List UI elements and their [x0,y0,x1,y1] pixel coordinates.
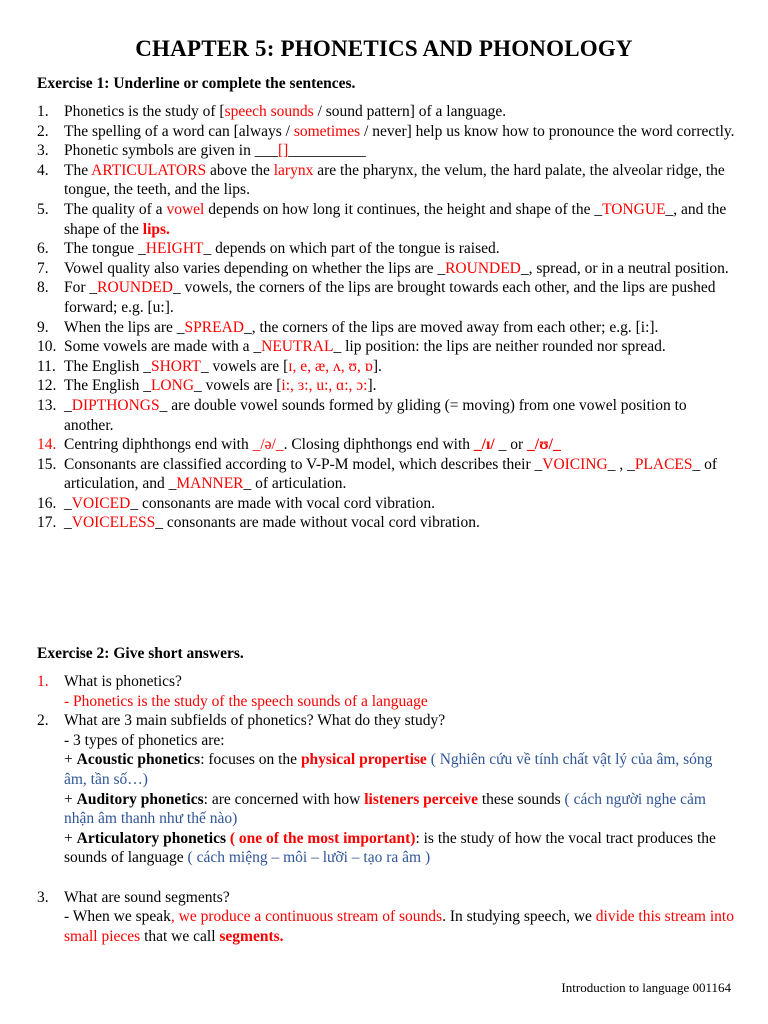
text-run: VOICED [71,494,131,512]
text-run: that we call [140,927,220,945]
item-number: 6. [37,240,49,258]
answer-line [64,907,737,946]
item-number: 16. [37,494,57,512]
text-run: MANNER [176,475,244,493]
text-run: _ lip position: the lips are neither rounded nor spread. [333,338,666,356]
item-number: 4. [37,161,49,179]
text-run: _/ə/_ [252,436,284,454]
list-item [37,396,737,435]
text-run: + [64,790,77,808]
text-run: DIPTHONGS [71,396,160,414]
text-run: - Phonetics is the study of the speech sounds of a language [64,692,428,710]
text-run: _ [64,514,72,532]
text-run: The spelling of a word can [always / [64,122,294,140]
text-run: Phonetics is the study of [ [64,103,225,120]
item-number: 15. [37,455,57,473]
text-run: What are 3 main subfields of phonetics? What do they study? [64,712,446,730]
text-run: _ [64,494,72,512]
list-item [37,357,737,377]
text-run: [] [277,142,289,160]
text-run: ( cách miệng – môi – lưỡi – tạo ra âm ) [187,849,431,867]
text-run: _ or [494,436,528,454]
text-run: ( cách người nghe cảm nhận âm thanh như thế nào) [64,790,706,828]
list-item [37,122,737,142]
list-item [37,435,737,455]
text-run: The English _ [64,357,151,375]
text-run: - When we speak [64,908,171,926]
text-run: these sounds [477,790,565,808]
text-run: vowel [166,200,205,218]
list-item [37,239,737,259]
text-run: _, and the shape of the [64,200,727,238]
text-run: Articulatory phonetics [76,829,227,847]
text-run: HEIGHT [145,240,204,258]
text-run: / never] help us know how to pronounce the word correctly. [360,122,735,140]
text-run: The quality of a [64,200,167,218]
list-item [37,672,737,711]
text-run: _ consonants are made with vocal cord vibration. [130,494,436,512]
item-number: 5. [37,200,49,218]
list-item [37,102,737,122]
text-run: NEUTRAL [261,338,334,356]
text-run: SPREAD [184,318,244,336]
text-run: _ consonants are made without vocal cord vibration. [155,514,480,532]
item-number: 11. [37,357,56,375]
item-number: 1. [37,673,49,690]
list-item [37,888,737,947]
text-run: . Closing diphthongs end with [283,436,474,454]
list-item [37,200,737,239]
list-item [37,513,737,533]
page-title: CHAPTER 5: PHONETICS AND PHONOLOGY [135,36,633,61]
text-run: Vowel quality also varies depending on whether the lips are _ [64,259,446,277]
text-run: ɪ, e, æ, ʌ, ʊ, ɒ [288,357,373,375]
list-item [37,455,737,494]
text-run: For _ [64,279,98,297]
text-run: _, the corners of the lips are moved away from each other; e.g. [i:]. [243,318,659,336]
text-run: segments. [219,927,284,945]
text-run: The English _ [64,377,151,395]
list-item [37,259,737,279]
text-run: _, spread, or in a neutral position. [520,259,729,277]
text-run: ( Nghiên cứu về tính chất vật lý của âm, sóng âm, tần số…) [64,751,713,788]
text-run: depends on how long it continues, the height and shape of the _ [204,200,603,218]
text-run: PLACES [634,455,693,473]
text-run: ]. [372,357,382,375]
text-run: sometimes [293,122,361,140]
exercise-2-heading: Exercise 2: Give short answers. [37,645,244,662]
text-run: listeners perceive [364,790,478,808]
text-run: _ depends on which part of the tongue is raised. [203,240,500,258]
item-number: 2. [37,122,49,140]
item-number: 7. [37,259,49,277]
answer-line [64,888,737,908]
answer-line [64,711,737,731]
text-run: Consonants are classified according to V-P-M model, which describes their _ [64,455,543,473]
item-number: 1. [37,103,49,120]
list-item [37,711,737,868]
item-number: 10. [37,338,57,356]
text-run: Some vowels are made with a _ [64,338,262,356]
answer-line [64,790,737,829]
text-run: ARTICULATORS [91,161,207,179]
list-item [37,337,737,357]
text-run: _ of articulation. [243,475,347,493]
text-run: , we produce a continuous stream of sounds [170,908,443,926]
list-item [37,161,737,200]
text-run: VOICELESS [71,514,156,532]
text-run: larynx [273,161,314,179]
text-run: _ vowels are [ [194,377,282,395]
text-run: What are sound segments? [64,888,230,906]
text-run: _ are double vowel sounds formed by gliding (= moving) from one vowel position to another. [64,396,687,434]
text-run: : focuses on the [200,751,301,769]
text-run: _ , _ [607,455,635,473]
text-run: SHORT [150,357,201,375]
text-run: : is the study of how the vocal tract produces the sounds of language [64,829,716,867]
text-run: ROUNDED [445,259,521,277]
item-number: 12. [37,377,57,395]
text-run: Auditory phonetics [76,790,204,808]
text-run: Acoustic phonetics [76,751,201,769]
text-run: _ vowels, the corners of the lips are brought towards each other, and the lips are pushed forward; e.g. [u:]. [64,279,716,316]
text-run: speech sounds [224,103,314,120]
text-run: ]. [367,377,377,395]
exercise-2-list [37,672,737,946]
text-run: _ [64,396,72,414]
text-run: physical propertise [300,751,427,769]
item-number: 2. [37,712,49,730]
item-number: 17. [37,514,57,532]
answer-line [64,731,737,751]
item-number: 9. [37,318,49,336]
text-run: + [64,829,77,847]
text-run: The tongue _ [64,240,146,258]
text-run: : are concerned with how [203,790,365,808]
item-number: 13. [37,396,57,414]
text-run: TONGUE [602,200,666,218]
list-item [37,494,737,514]
item-number: 14. [37,436,57,454]
list-item [37,141,737,161]
item-number: 3. [37,142,49,160]
exercise-1-heading: Exercise 1: Underline or complete the sentences. [37,75,356,92]
text-run: Phonetic symbols are given in ___ [64,142,278,160]
text-run: _ vowels are [ [200,357,289,375]
text-run: _/ɪ/ [473,436,495,454]
list-item [37,376,737,396]
list-item [37,318,737,338]
item-number: 3. [37,888,49,906]
list-item [37,278,737,317]
spacer [37,868,737,888]
text-run: . In studying speech, we [442,908,596,926]
item-number: 8. [37,279,49,297]
text-run: - 3 types of phonetics are: [64,731,225,749]
text-run: When the lips are _ [64,318,185,336]
answer-line [64,672,737,692]
text-run: VOICING [542,455,608,473]
text-run: / sound pattern] of a language. [313,103,507,120]
text-run: divide this stream into small pieces [64,908,734,945]
text-run: are the pharynx, the velum, the hard palate, the alveolar ridge, the tongue, the teeth, and the lips. [64,161,725,199]
exercise-1-list [37,102,737,533]
answer-line [64,750,737,789]
text-run: LONG [150,377,195,395]
text-run: above the [206,161,274,179]
text-run: The [64,161,92,179]
text-run: Centring diphthongs end with [64,436,253,454]
text-run: __________ [288,142,366,160]
text-run: lips. [142,220,170,238]
answer-line [64,692,737,712]
text-run: ROUNDED [97,279,173,297]
answer-line [64,829,737,868]
text-run: What is phonetics? [64,673,182,690]
text-run: i:, ɜ:, u:, ɑ:, ɔ: [281,377,368,395]
text-run: ( one of the most important) [226,829,416,847]
text-run: _ of articulation, and _ [64,455,718,493]
page-footer: Introduction to language 001164 [561,980,731,995]
text-run: + [64,751,77,769]
text-run: _/ʊ/_ [527,436,561,454]
